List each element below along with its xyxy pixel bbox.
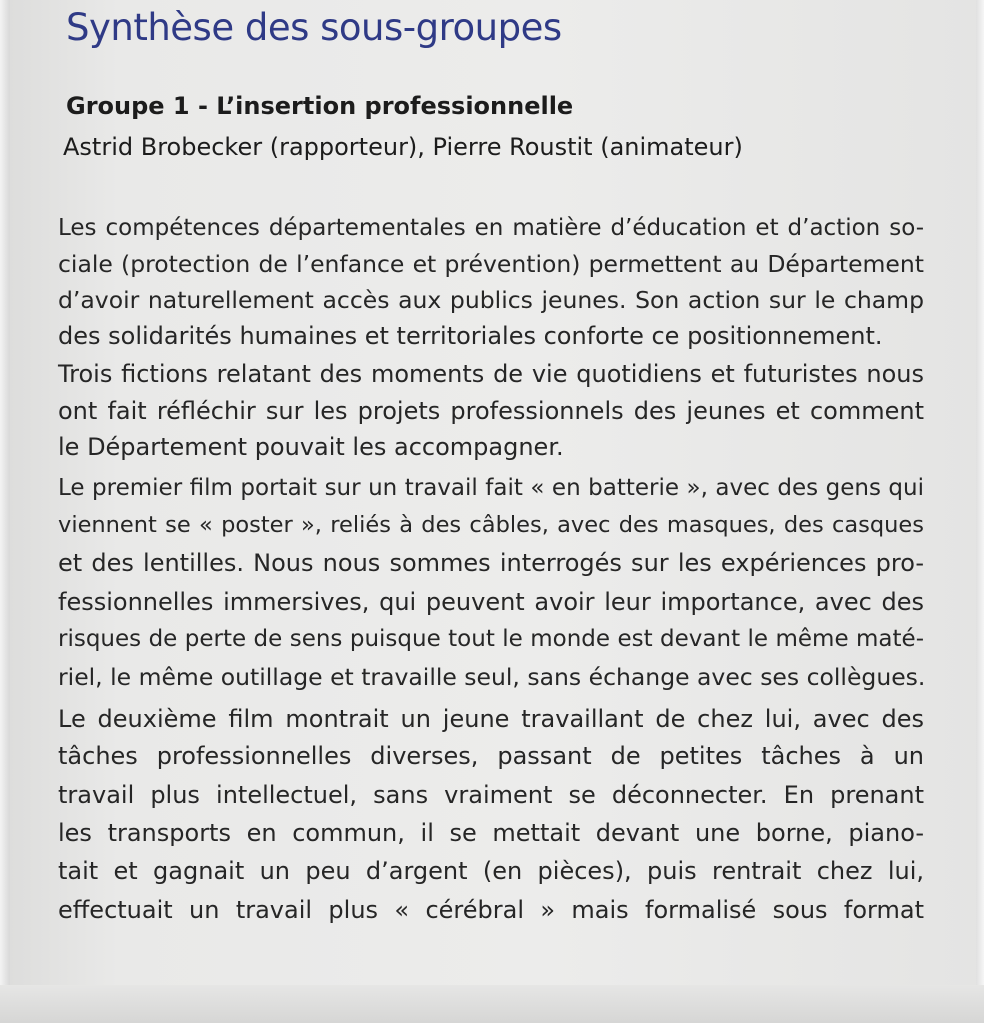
body-line-2: ciale (protection de l’enfance et prévention) permettent au Département: [58, 250, 924, 278]
body-line-3: d’avoir naturellement accès aux publics jeunes. Son action sur le champ: [58, 286, 924, 314]
body-line-13: riel, le même outillage et travaille seul, sans échange avec ses collègues.: [58, 663, 926, 691]
body-line-12: risques de perte de sens puisque tout le monde est devant le même maté-: [58, 626, 924, 652]
body-line-19: effectuait un travail plus « cérébral » mais formalisé sous format: [58, 896, 924, 924]
group-title: Groupe 1 - L’insertion professionnelle: [66, 92, 574, 120]
body-line-1: Les compétences départementales en matière d’éducation et d’action so-: [58, 215, 924, 241]
page-bottom-band: [0, 985, 984, 1023]
body-line-5: Trois fictions relatant des moments de vie quotidiens et futuristes nous: [58, 360, 924, 388]
body-line-16: travail plus intellectuel, sans vraiment se déconnecter. En prenant: [58, 781, 924, 809]
body-line-6: ont fait réfléchir sur les projets professionnels des jeunes et comment: [58, 397, 924, 425]
body-line-8: Le premier film portait sur un travail fait « en batterie », avec des gens qui: [58, 475, 924, 501]
page-edge-left: [0, 0, 10, 1023]
body-line-17: les transports en commun, il se mettait devant une borne, piano-: [58, 819, 924, 847]
body-line-10: et des lentilles. Nous nous sommes interrogés sur les expériences pro-: [58, 549, 924, 577]
group-authors: Astrid Brobecker (rapporteur), Pierre Roustit (animateur): [63, 133, 743, 161]
body-line-18: tait et gagnait un peu d’argent (en pièces), puis rentrait chez lui,: [58, 857, 924, 885]
body-line-11: fessionnelles immersives, qui peuvent avoir leur importance, avec des: [58, 588, 924, 616]
section-title: Synthèse des sous-groupes: [66, 6, 562, 49]
body-line-14: Le deuxième film montrait un jeune travaillant de chez lui, avec des: [58, 705, 924, 733]
page-edge-right: [976, 0, 984, 1023]
body-line-4: des solidarités humaines et territoriales conforte ce positionnement.: [58, 322, 883, 350]
body-line-7: le Département pouvait les accompagner.: [58, 433, 564, 461]
body-line-15: tâches professionnelles diverses, passant de petites tâches à un: [58, 742, 924, 770]
body-line-9: viennent se « poster », reliés à des câbles, avec des masques, des casques: [58, 512, 924, 538]
